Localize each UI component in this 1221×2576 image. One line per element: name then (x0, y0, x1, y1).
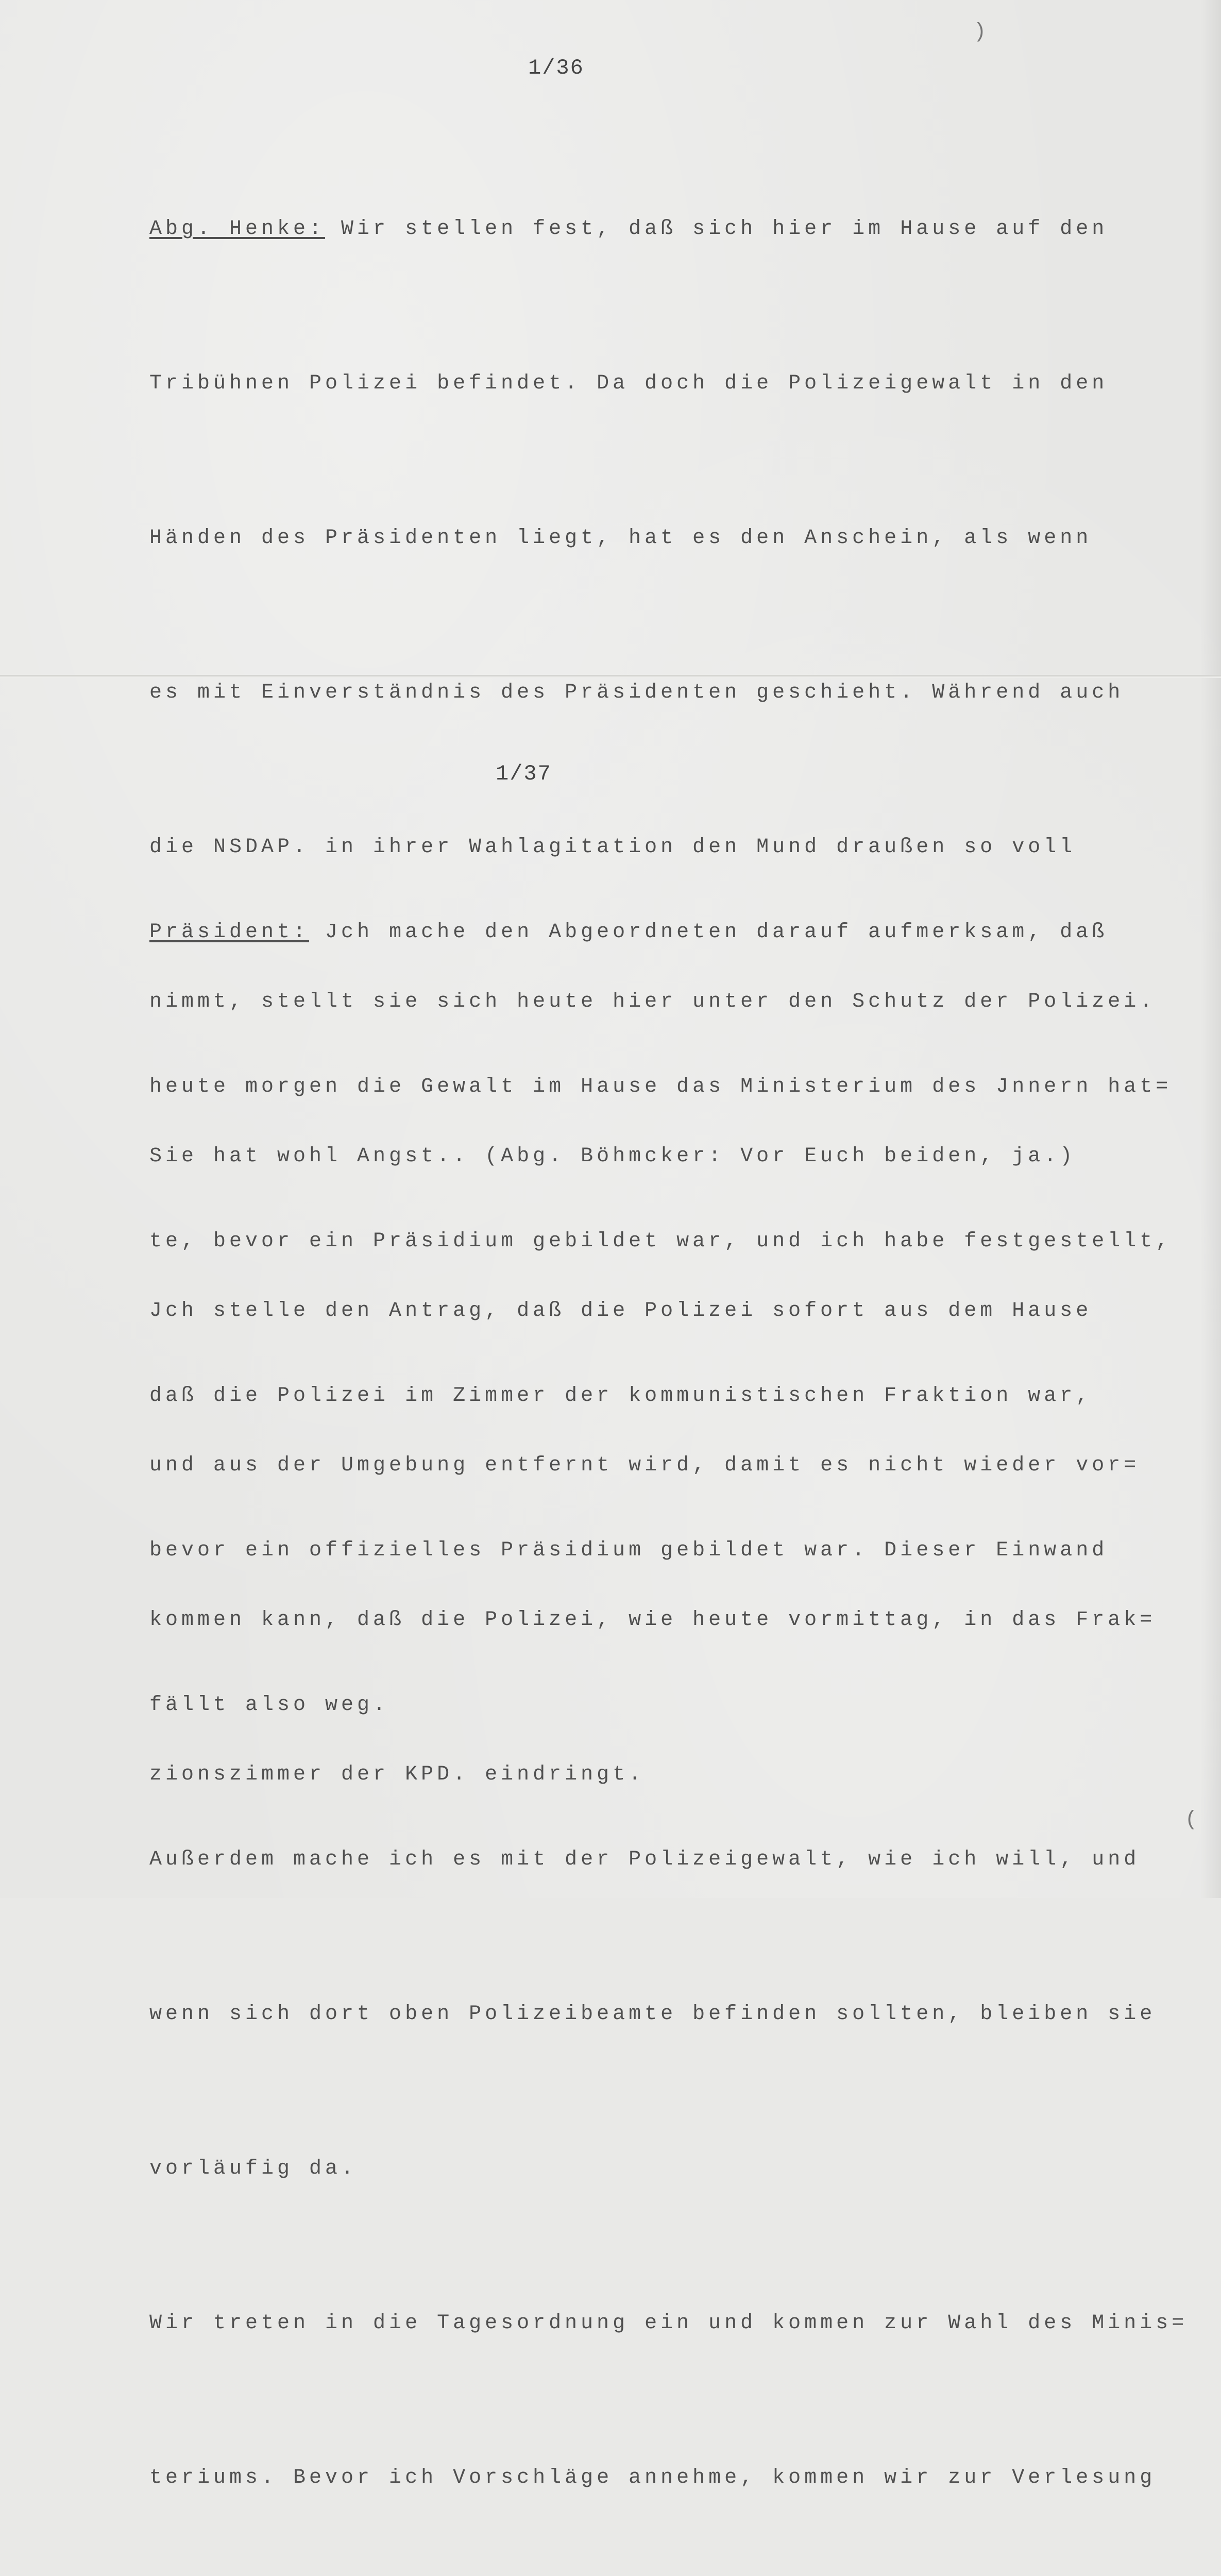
text-line: heute morgen die Gewalt im Hause das Ministerium des Jnnern hat= (149, 1075, 1172, 1098)
first-line-text: Wir stellen fest, daß sich hier im Hause auf den (325, 217, 1108, 241)
text-line: vorläufig da. (149, 2157, 358, 2180)
scan-mark: ( (1185, 1808, 1198, 1832)
text-line: es mit Einverständnis des Präsidenten geschieht. Während auch (149, 681, 1124, 704)
text-line: zionszimmer der KPD. eindringt. (149, 1763, 645, 1786)
text-line: Außerdem mache ich es mit der Polizeigewalt, wie ich will, und (149, 1848, 1140, 1871)
text-line: und aus der Umgebung entfernt wird, damit es nicht wieder vor= (149, 1454, 1140, 1477)
scan-mark: ) (974, 21, 987, 44)
page-edge-shadow (1200, 0, 1221, 1898)
first-line (149, 204, 1185, 255)
text-line: nimmt, stellt sie sich heute hier unter den Schutz der Polizei. (149, 990, 1156, 1013)
first-line (149, 907, 1185, 958)
text-line: die NSDAP. in ihrer Wahlagitation den Mund draußen so voll (149, 836, 1076, 859)
text-line: bevor ein offizielles Präsidium gebildet war. Dieser Einwand (149, 1539, 1108, 1562)
text-line: Jch stelle den Antrag, daß die Polizei sofort aus dem Hause (149, 1299, 1092, 1323)
text-line: fällt also weg. (149, 1693, 389, 1717)
page-number-2: 1/37 (496, 761, 552, 786)
text-line: Sie hat wohl Angst.. (Abg. Böhmcker: Vor Euch beiden, ja.) (149, 1145, 1076, 1168)
speech-block-president (149, 804, 1188, 2576)
text-line: kommen kann, daß die Polizei, wie heute vormittag, in das Frak= (149, 1608, 1156, 1632)
text-line: Händen des Präsidenten liegt, hat es den Anschein, als wenn (149, 527, 1092, 550)
first-line-text: Jch mache den Abgeordneten darauf aufmerksam, daß (309, 921, 1108, 944)
speaker-label: Präsident: (149, 921, 310, 944)
text-line: te, bevor ein Präsidium gebildet war, und ich habe festgestellt, (149, 1230, 1172, 1253)
text-line: Wir treten in die Tagesordnung ein und kommen zur Wahl des Minis= (149, 2312, 1188, 2335)
text-line: wenn sich dort oben Polizeibeamte befinden sollten, bleiben sie (149, 2003, 1156, 2026)
text-line: teriums. Bevor ich Vorschläge annehme, kommen wir zur Verlesung (149, 2466, 1156, 2489)
speaker-label: Abg. Henke: (149, 217, 326, 241)
text-line: daß die Polizei im Zimmer der kommunistischen Fraktion war, (149, 1384, 1092, 1408)
page-number-1: 1/36 (528, 56, 584, 80)
text-line: Tribühnen Polizei befindet. Da doch die Polizeigewalt in den (149, 372, 1108, 395)
